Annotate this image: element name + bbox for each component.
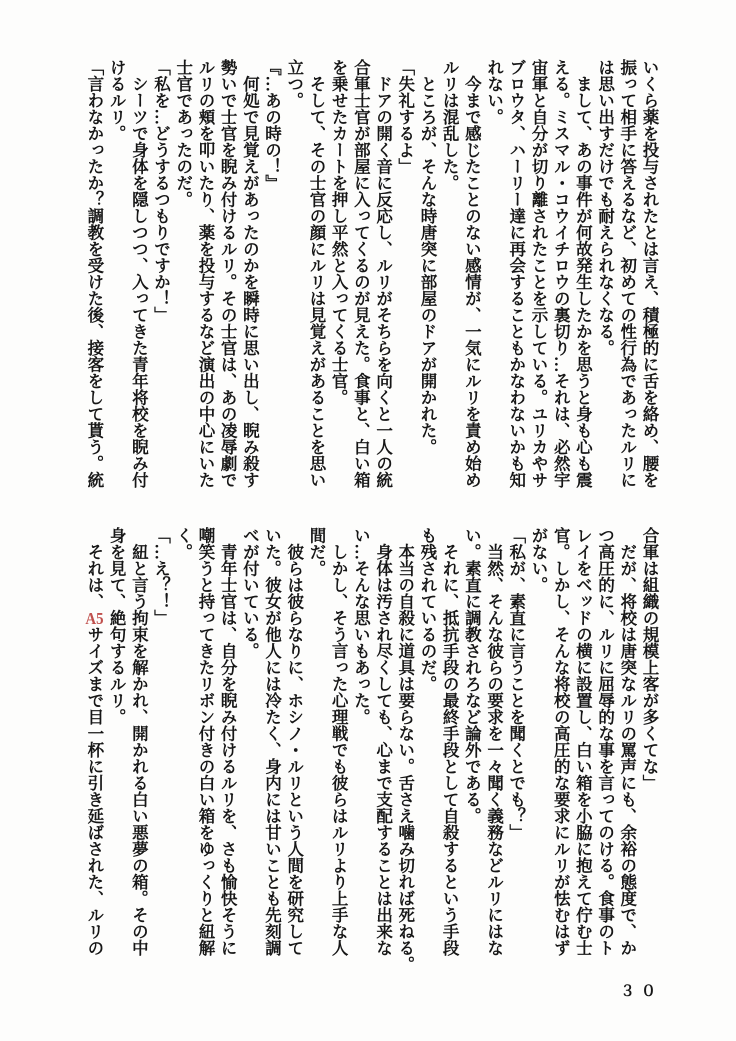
text-line: い。素直に調教されろなど論外である。 <box>462 527 482 824</box>
text-line: 振って相手に答えるなど、初めての性行為であったルリに <box>617 59 637 488</box>
text-line: 紐と言う拘束を解かれ、開かれる白い悪夢の箱。その中 <box>129 527 149 956</box>
text-line: いた。彼女が他人には冷たく、身内には甘いことも先刻調 <box>262 527 282 956</box>
text-line: 青年士官は、自分を睨み付けるルリを、さも愉快そうに <box>218 527 238 956</box>
page-number: ３０ <box>620 984 663 1000</box>
text-line: しかし、そう言った心理戦でも彼らはルリより上手な人 <box>329 527 349 956</box>
text-line: ルリの頬を叩いたり、薬を投与するなど演出の中心にいた <box>195 59 215 488</box>
text-line: 勢いで士官を睨み付けるルリ。その士官は、あの凌辱劇で <box>218 59 238 488</box>
text-line: シーツで身体を隠しつつ、入ってきた青年将校を睨み付 <box>129 59 149 488</box>
text-line: れない。 <box>484 59 504 125</box>
text-block-top <box>83 59 660 497</box>
text-line: 立つ。 <box>284 59 304 109</box>
text-line: 『…あの時の！』 <box>262 59 282 191</box>
text-line: 彼らは彼らなりに、ホシノ・ルリという人間を研究して <box>284 527 304 956</box>
text-line: 身体は汚され尽くしても、心まで支配することは出来な <box>373 527 393 956</box>
text-line: 合軍士官が部屋に入ってくるのが見えた。食事と、白い箱 <box>351 59 371 488</box>
text-line: つ高圧的に、ルリに屈辱的な事を言ってのける。食事のト <box>595 527 615 956</box>
text-line: 合軍は組織の規模上客が多くてな」 <box>640 527 659 791</box>
text-line: それは、A5サイズまで目一杯に引き延ばされた、ルリの <box>84 527 104 956</box>
text-line: 「失礼するよ」 <box>395 59 415 175</box>
text-line: だが、将校は唐突なルリの罵声にも、余裕の態度で、か <box>617 527 637 956</box>
text-line: そして、その士官の顔にルリは見覚えがあることを思い <box>306 59 326 488</box>
text-line: 身を見て、絶句するルリ。 <box>107 527 127 725</box>
text-line: まして、あの事件が何故発生したかを思うと身も心も震 <box>573 59 593 488</box>
text-line: 当然、そんな彼らの要求を一々聞く義務などルリにはな <box>484 527 504 956</box>
text-line: 間だ。 <box>306 527 326 577</box>
text-line: も残されているのだ。 <box>417 527 437 692</box>
text-line: がない。 <box>528 527 548 593</box>
text-line: える。ミスマル・コウイチロウの裏切り…それは、必然宇 <box>551 59 571 488</box>
text-line: 嘲笑うと持ってきたリボン付きの白い箱をゆっくりと紐解 <box>195 527 215 956</box>
text-line: を乗せたカートを押し平然と入ってくる士官。 <box>329 59 349 406</box>
text-line: 「…え？！」 <box>151 527 171 626</box>
text-line: ドアの開く音に反応し、ルリがそちらを向くと一人の統 <box>373 59 393 488</box>
text-line: く。 <box>173 527 193 560</box>
text-line: ブロウタ、ハーリー達に再会することもかなわないかも知 <box>506 59 526 488</box>
text-line: 「私を…どうするつもりですか！」 <box>151 59 171 323</box>
a5-size-accent: A5 <box>85 609 104 626</box>
text-line: 宙軍と自分が切り離されたことを示している。ユリカやサ <box>528 59 548 488</box>
text-line: 官。しかし、そんな将校の高圧的な要求にルリが怯むはず <box>551 527 571 956</box>
text-line: ルリは混乱した。 <box>440 59 460 191</box>
text-line: べが付いている。 <box>240 527 260 659</box>
text-line: 今まで感じたことのない感情が、一気にルリを責め始め <box>462 59 482 488</box>
text-line: 士官であったのだ。 <box>173 59 193 208</box>
text-line: レイをベッドの横に設置し、白い箱を小脇に抱えて佇む士 <box>573 527 593 956</box>
text-line: い…そんな思いもあった。 <box>351 527 371 725</box>
text-line: 「私が、素直に言うことを聞くとでも？」 <box>506 527 526 841</box>
text-line: 「言わなかったか？調教を受けた後、接客をして貰う。統 <box>84 59 104 488</box>
text-line: は思い出すだけでも耐えられなくなる。 <box>595 59 615 356</box>
text-line: 何処で見覚えがあったのかを瞬時に思い出し、睨み殺す <box>240 59 260 488</box>
text-line: 本当の自殺に道具は要らない。舌さえ噛み切れば死ねる。 <box>395 527 415 973</box>
text-block-bottom <box>83 527 660 979</box>
text-line: それに、抵抗手段の最終手段として自殺するという手段 <box>440 527 460 956</box>
text-line: ところが、そんな時唐突に部屋のドアが開かれた。 <box>417 59 437 455</box>
text-line: いくら薬を投与されたとは言え、積極的に舌を絡め、腰を <box>640 59 659 488</box>
text-line: けるルリ。 <box>107 59 127 142</box>
